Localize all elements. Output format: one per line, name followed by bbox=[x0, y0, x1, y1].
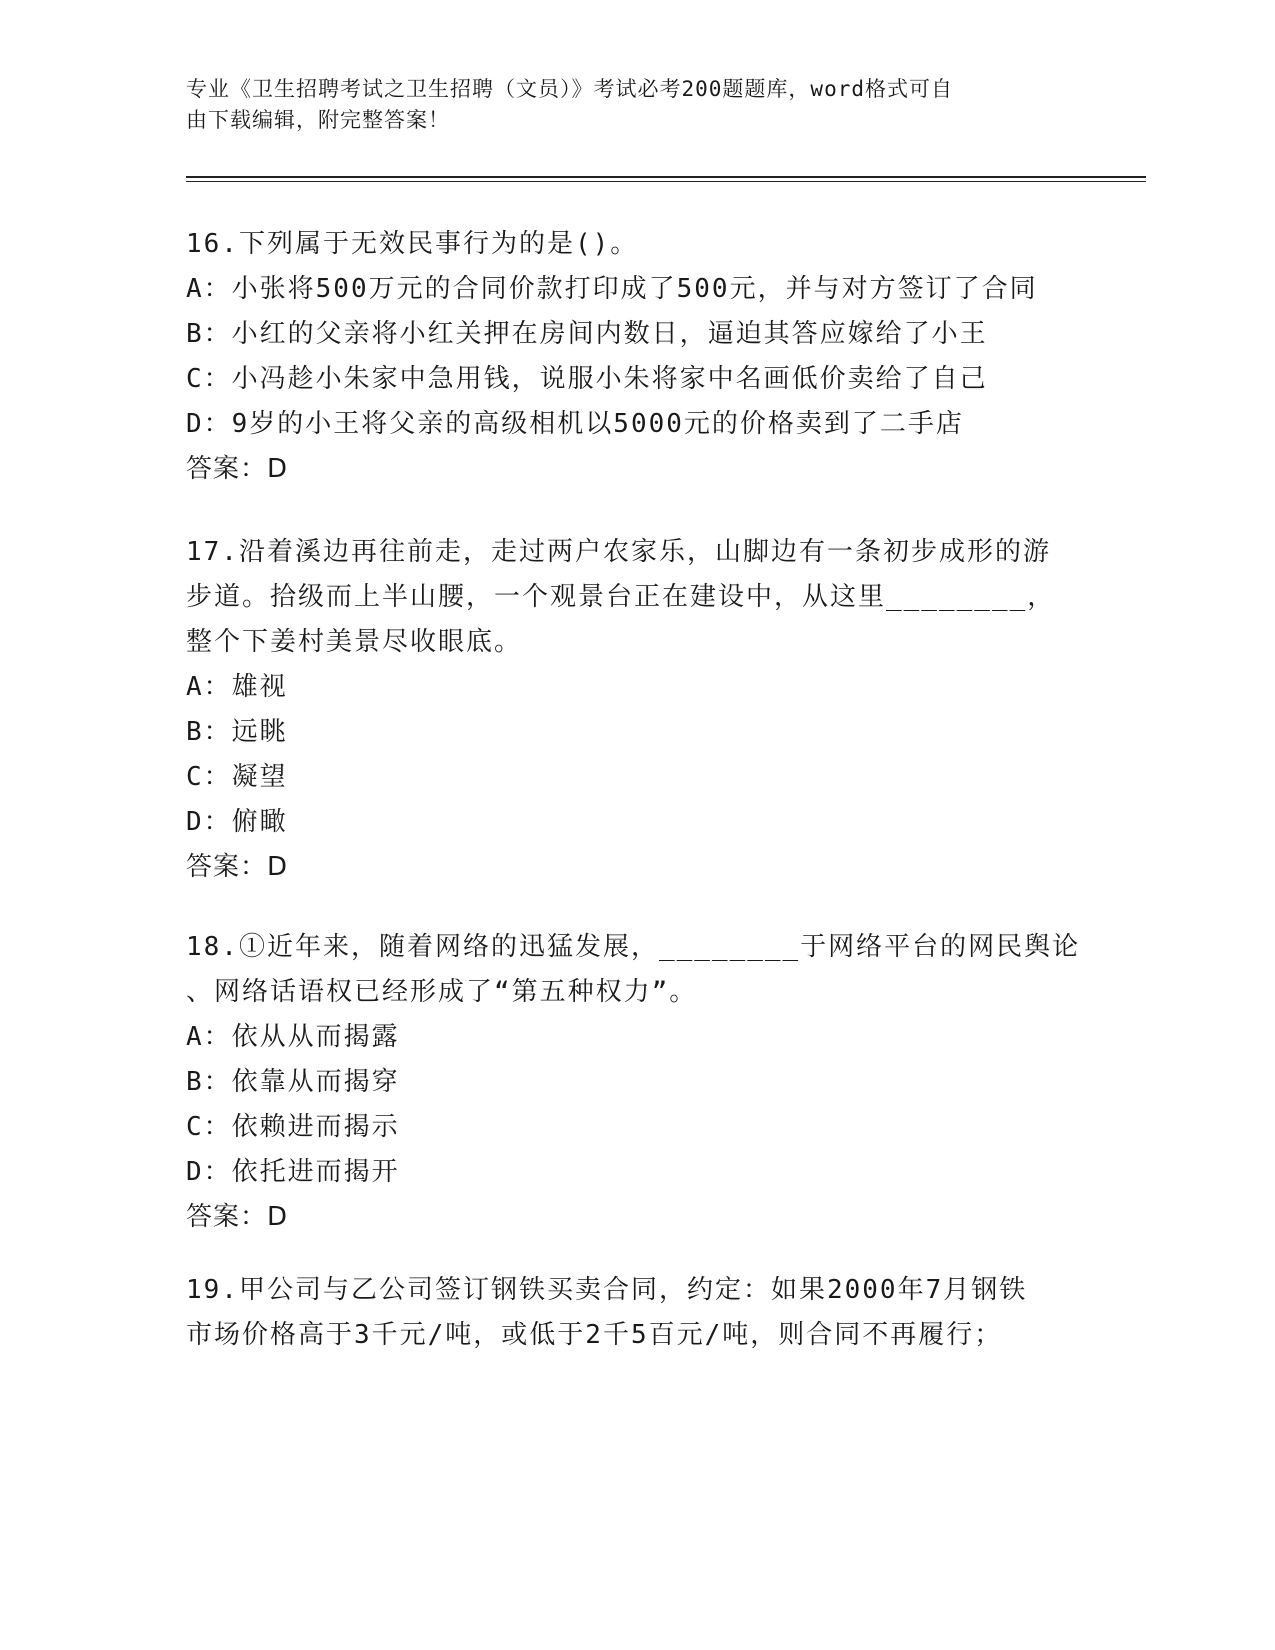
question-17 bbox=[186, 530, 1086, 890]
question-stem: 步道。拾级而上半山腰，一个观景台正在建设中，从这里________， bbox=[186, 582, 1056, 612]
question-stem: 19.甲公司与乙公司签订钢铁买卖合同，约定：如果2000年7月钢铁 bbox=[186, 1275, 1028, 1305]
question-stem: 市场价格高于3千元/吨，或低于2千5百元/吨，则合同不再履行； bbox=[186, 1320, 1003, 1350]
option-c: C：依赖进而揭示 bbox=[186, 1112, 400, 1142]
header-rule-thick bbox=[186, 176, 1146, 178]
option-b: B：小红的父亲将小红关押在房间内数日，逼迫其答应嫁给了小王 bbox=[186, 319, 988, 349]
option-c: C：小冯趁小朱家中急用钱，说服小朱将家中名画低价卖给了自己 bbox=[186, 364, 988, 394]
option-d: D：俯瞰 bbox=[186, 807, 288, 837]
question-stem: 16.下列属于无效民事行为的是()。 bbox=[186, 229, 639, 259]
option-b: B：远眺 bbox=[186, 717, 288, 747]
option-c: C：凝望 bbox=[186, 762, 288, 792]
question-stem: 、网络话语权已经形成了“第五种权力”。 bbox=[186, 977, 698, 1007]
option-d: D：9岁的小王将父亲的高级相机以5000元的价格卖到了二手店 bbox=[186, 409, 964, 439]
option-a: A：依从从而揭露 bbox=[186, 1022, 400, 1052]
answer-line: 答案：D bbox=[186, 454, 289, 484]
header-line-2: 由下载编辑，附完整答案！ bbox=[186, 108, 450, 132]
option-a: A：雄视 bbox=[186, 672, 288, 702]
document-header bbox=[186, 74, 1066, 136]
answer-line: 答案：D bbox=[186, 1202, 289, 1232]
question-16 bbox=[186, 222, 1086, 492]
question-stem: 18.①近年来，随着网络的迅猛发展，________于网络平台的网民舆论 bbox=[186, 932, 1081, 962]
header-rule-thin bbox=[186, 181, 1146, 182]
question-18 bbox=[186, 925, 1086, 1240]
question-stem: 17.沿着溪边再往前走，走过两户农家乐，山脚边有一条初步成形的游 bbox=[186, 537, 1051, 567]
question-stem: 整个下姜村美景尽收眼底。 bbox=[186, 627, 523, 657]
option-d: D：依托进而揭开 bbox=[186, 1157, 400, 1187]
question-19 bbox=[186, 1268, 1086, 1358]
option-a: A：小张将500万元的合同价款打印成了500元，并与对方签订了合同 bbox=[186, 274, 1038, 304]
header-line-1: 专业《卫生招聘考试之卫生招聘（文员）》考试必考200题题库，word格式可自 bbox=[186, 77, 953, 101]
answer-line: 答案：D bbox=[186, 852, 289, 882]
option-b: B：依靠从而揭穿 bbox=[186, 1067, 400, 1097]
